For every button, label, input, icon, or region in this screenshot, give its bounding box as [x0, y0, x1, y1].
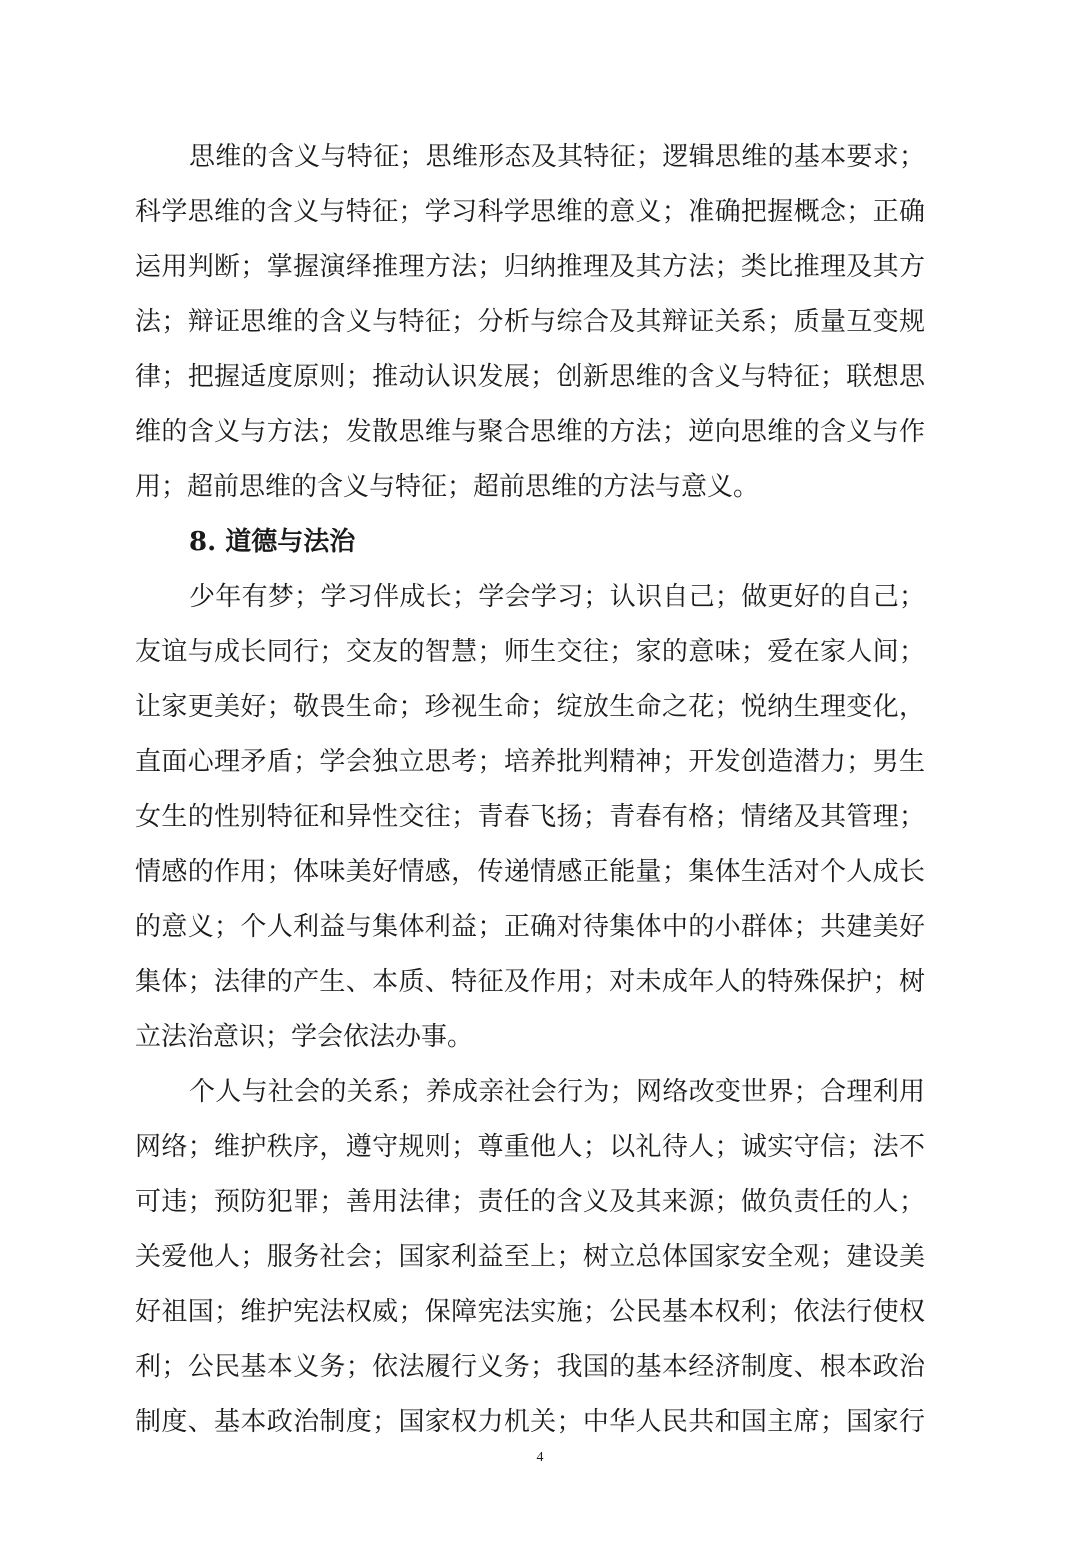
text-line: 少年有梦；学习伴成长；学会学习；认识自己；做更好的自己；: [189, 582, 925, 612]
text-line: 女生的性别特征和异性交往；青春飞扬；青春有格；情绪及其管理；: [135, 802, 925, 832]
text-line: 制度、基本政治制度；国家权力机关；中华人民共和国主席；国家行: [135, 1407, 925, 1437]
text-line: 关爱他人；服务社会；国家利益至上；树立总体国家安全观；建设美: [135, 1242, 925, 1272]
text-line: 直面心理矛盾；学会独立思考；培养批判精神；开发创造潜力；男生: [135, 747, 925, 777]
text-line: 法；辩证思维的含义与特征；分析与综合及其辩证关系；质量互变规: [135, 307, 925, 337]
paragraph-thinking-topics: [135, 136, 925, 521]
text-line: 立法治意识；学会依法办事。: [135, 1022, 474, 1052]
text-line: 科学思维的含义与特征；学习科学思维的意义；准确把握概念；正确: [135, 197, 925, 227]
text-line: 运用判断；掌握演绎推理方法；归纳推理及其方法；类比推理及其方: [135, 252, 925, 282]
text-line: 情感的作用；体味美好情感，传递情感正能量；集体生活对个人成长: [135, 857, 925, 887]
section-heading: [135, 521, 925, 576]
page-number: 4: [536, 1450, 544, 1465]
document-page: [135, 136, 925, 1456]
text-line: 的意义；个人利益与集体利益；正确对待集体中的小群体；共建美好: [135, 912, 925, 942]
text-line: 利；公民基本义务；依法履行义务；我国的基本经济制度、根本政治: [135, 1352, 925, 1382]
text-line: 好祖国；维护宪法权威；保障宪法实施；公民基本权利；依法行使权: [135, 1297, 925, 1327]
text-line: 个人与社会的关系；养成亲社会行为；网络改变世界；合理利用: [189, 1077, 925, 1107]
heading-morality-and-law: 8. 道德与法治: [189, 527, 356, 557]
text-line: 维的含义与方法；发散思维与聚合思维的方法；逆向思维的含义与作: [135, 417, 925, 447]
text-line: 律；把握适度原则；推动认识发展；创新思维的含义与特征；联想思: [135, 362, 925, 392]
paragraph-society-topics: [135, 1071, 925, 1456]
text-line: 思维的含义与特征；思维形态及其特征；逻辑思维的基本要求；: [189, 142, 925, 172]
text-line: 友谊与成长同行；交友的智慧；师生交往；家的意味；爱在家人间；: [135, 637, 925, 667]
text-line: 用；超前思维的含义与特征；超前思维的方法与意义。: [135, 472, 760, 502]
text-line: 让家更美好；敬畏生命；珍视生命；绽放生命之花；悦纳生理变化，: [135, 692, 925, 722]
text-line: 网络；维护秩序，遵守规则；尊重他人；以礼待人；诚实守信；法不: [135, 1132, 925, 1162]
text-line: 可违；预防犯罪；善用法律；责任的含义及其来源；做负责任的人；: [135, 1187, 925, 1217]
paragraph-morality-topics: [135, 576, 925, 1071]
text-line: 集体；法律的产生、本质、特征及作用；对未成年人的特殊保护；树: [135, 967, 925, 997]
